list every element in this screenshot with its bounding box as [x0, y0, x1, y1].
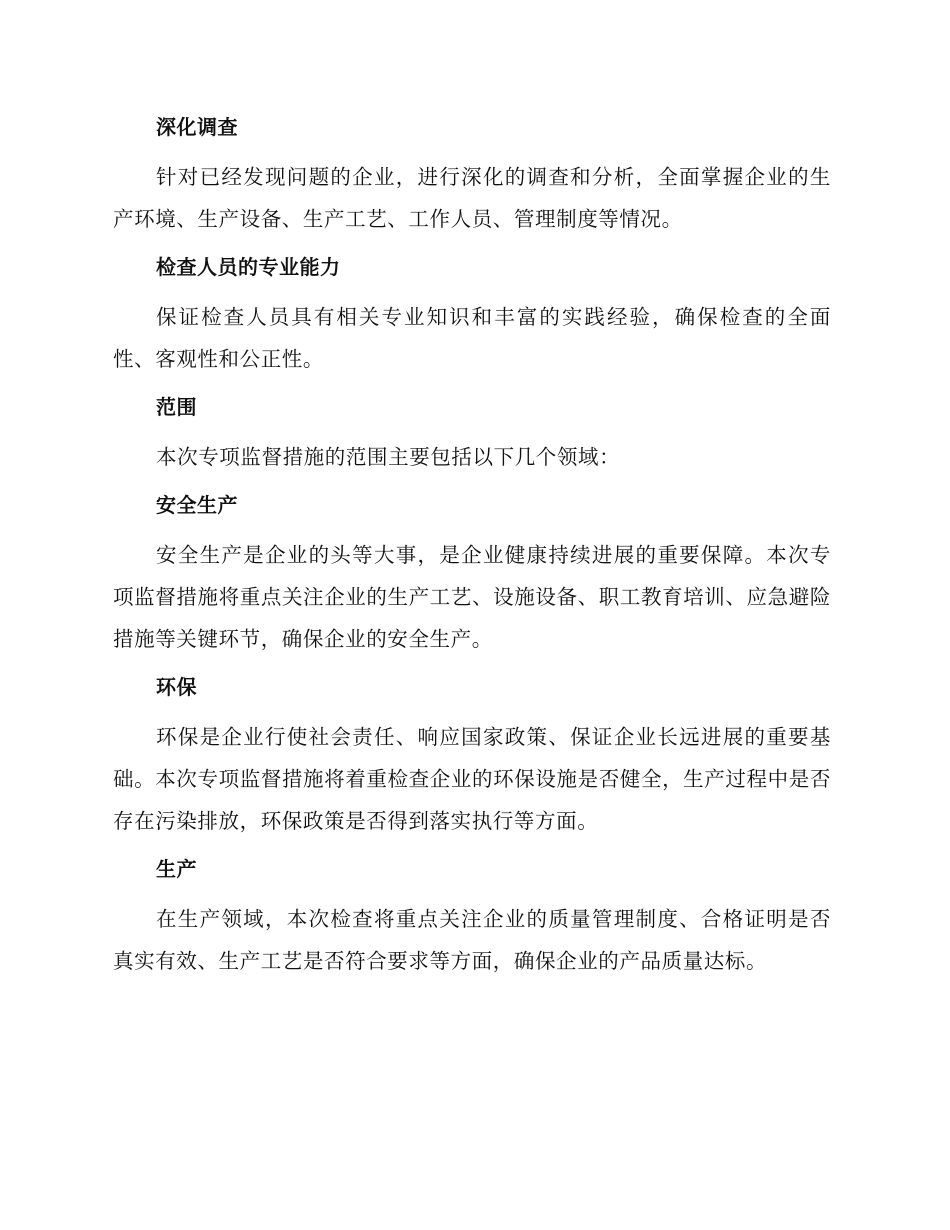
section-heading-production: 生产: [156, 857, 197, 881]
section-heading-deepen-investigation: 深化调查: [156, 115, 238, 139]
section-body-production: 在生产领域，本次检查将重点关注企业的质量管理制度、合格证明是否真实有效、生产工艺是否符合要求等方面，确保企业的产品质量达标。: [113, 907, 831, 973]
section-heading-inspector-competence: 检查人员的专业能力: [156, 255, 341, 279]
section-heading-environmental: 环保: [156, 675, 197, 699]
section-body-scope: 本次专项监督措施的范围主要包括以下几个领域：: [156, 445, 621, 469]
section-heading-safety-production: 安全生产: [156, 493, 238, 517]
section-body-inspector-competence: 保证检查人员具有相关专业知识和丰富的实践经验，确保检查的全面性、客观性和公正性。: [113, 305, 831, 371]
section-body-safety-production: 安全生产是企业的头等大事，是企业健康持续进展的重要保障。本次专项监督措施将重点关注企业的生产工艺、设施设备、职工教育培训、应急避险措施等关键环节，确保企业的安全生产。: [113, 543, 831, 651]
section-heading-scope: 范围: [156, 395, 197, 419]
document-body: [113, 112, 831, 994]
section-body-deepen-investigation: 针对已经发现问题的企业，进行深化的调查和分析，全面掌握企业的生产环境、生产设备、生产工艺、工作人员、管理制度等情况。: [113, 165, 831, 231]
section-body-environmental: 环保是企业行使社会责任、响应国家政策、保证企业长远进展的重要基础。本次专项监督措施将着重检查企业的环保设施是否健全，生产过程中是否存在污染排放，环保政策是否得到落实执行等方面。: [113, 725, 831, 833]
